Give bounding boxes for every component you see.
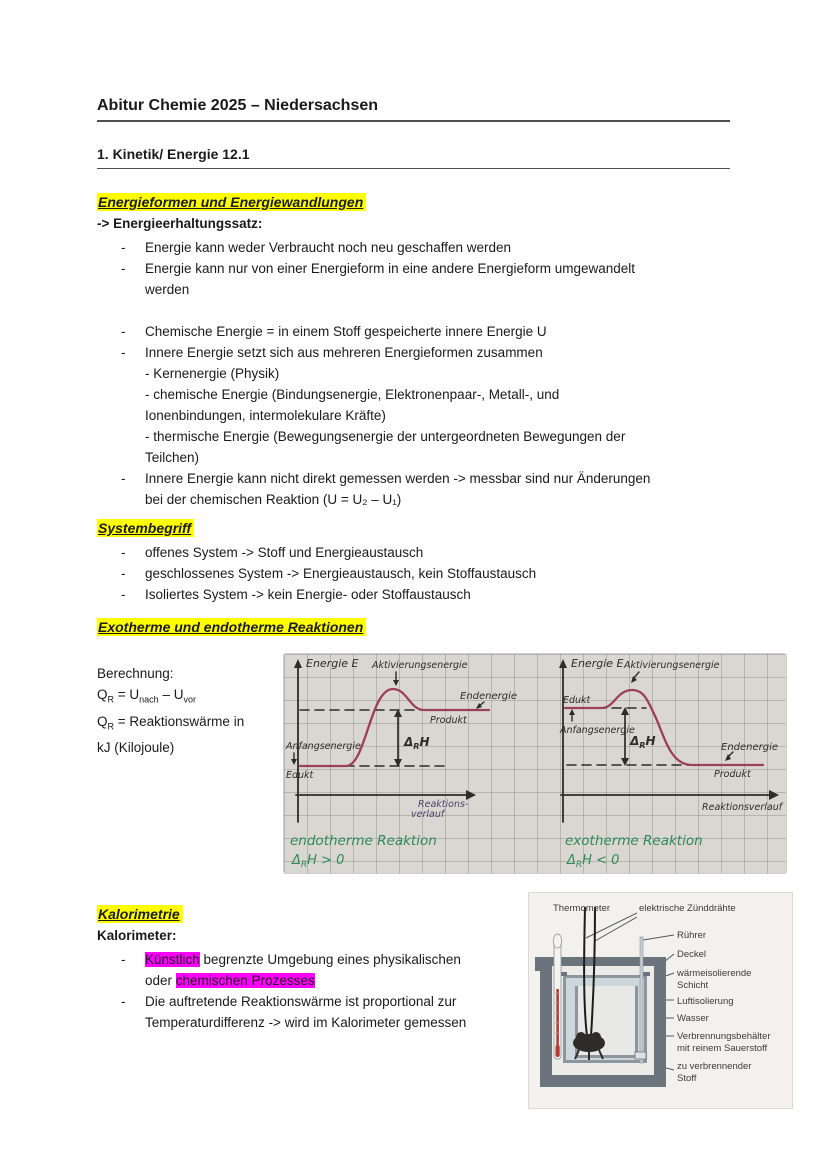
sample-lump-right [591,1032,601,1042]
list-item [97,321,742,342]
deckel-label: Deckel [677,949,707,960]
thermometer-graphic [553,934,561,1059]
energieformen-heading: Energieformen und Energiewandlungen [97,193,366,211]
formula-rest: = Reaktionswärme in [114,713,245,729]
formula-q-sub: R [107,694,115,705]
exotherm-edukt-label: Edukt [563,695,591,706]
wasser-label: Wasser [677,1013,709,1024]
bullet-dash: - [121,952,126,967]
formula-line-1 [97,684,287,711]
blank-line [97,300,742,321]
kalorimetrie-heading-wrap [97,905,183,923]
endotherm-aktivierung-label: Aktivierungsenergie [372,660,468,671]
exotherm-caption: exotherme Reaktion [565,833,703,849]
behalter-label-line2: mit reinem Sauerstoff [677,1043,768,1054]
reaktionen-heading: Exotherme und endotherme Reaktionen [97,618,366,636]
endotherm-endenergie-label: Endenergie [460,691,518,702]
sub-item-continuation: Teilchen) [145,450,200,465]
energieerhaltungssatz-lead: -> Energieerhaltungssatz: [97,216,263,231]
list-item-text: geschlossenes System -> Energieaustausch, kein Stoffaustausch [145,566,537,581]
formula-line-3: kJ (Kilojoule) [97,740,175,756]
outer-wall-bottom [540,1075,666,1087]
formula-q-sub: R [107,721,115,732]
list-item [97,342,742,363]
lid-lip-right [661,966,666,971]
bullet-dash: - [121,994,126,1009]
formula-sub-nach: nach [139,694,159,705]
energieformen-heading-wrap [97,193,366,211]
endotherm-y-arrowhead [294,659,302,668]
exotherm-diagram [559,657,784,870]
systembegriff-heading: Systembegriff [97,519,194,537]
endotherm-diagram [285,657,517,870]
list-item-text-pre: oder [145,973,176,988]
sub-item: - thermische Energie (Bewegungsenergie der untergeordneten Bewegungen der [145,429,626,444]
list-item-text: Die auftretende Reaktionswärme ist proportional zur [145,994,457,1009]
list-item-text: Energie kann weder Verbraucht noch neu geschaffen werden [145,240,512,255]
exotherm-anfangsenergie-label: Anfangsenergie [560,725,635,736]
list-item-text: Energie kann nur von einer Energieform in eine andere Energieform umgewandelt [145,261,636,276]
endotherm-caption: endotherme Reaktion [290,833,437,849]
exotherm-ylabel: Energie E [571,657,624,670]
stoff-label-line2: Stoff [677,1073,697,1084]
outer-wall-left [540,966,552,1087]
systembegriff-list [97,542,742,605]
energieformen-list [97,237,742,510]
sub-item: - Kernenergie (Physik) [145,366,280,381]
exotherm-x-arrowhead [769,790,779,800]
bullet-dash: - [121,566,126,581]
kalorimetrie-heading: Kalorimetrie [97,905,183,923]
exotherm-aktivierung-label: Aktivierungsenergie [624,660,720,671]
list-item [97,584,742,605]
formula-minus: – U [158,687,184,702]
list-item-continuation: Temperaturdifferenz -> wird im Kalorimeter gemessen [145,1015,467,1030]
formula-q: Q [97,687,108,702]
endotherm-anfang-pointer-head [291,759,297,765]
endotherm-produkt-label: Produkt [430,715,467,726]
list-item-text [145,949,527,970]
kalorimetrie-list [97,949,527,1033]
endotherm-caption-dh: $\Delta_RH > 0$ [292,853,345,870]
list-item-text: Chemische Energie = in einem Stoff gespeicherte innere Energie U [145,324,547,339]
sub-item-continuation: Ionenbindungen, intermolekulare Kräfte) [145,408,386,423]
berechnung-label: Berechnung: [97,666,174,681]
luftisolierung-label: Luftisolierung [677,996,734,1007]
sample-lump-left [576,1032,586,1042]
bullet-dash: - [121,324,126,339]
endotherm-ylabel: Energie E [306,657,359,670]
schicht-label-line1: wärmeisolierende [677,968,752,979]
bullet-dash: - [121,345,126,360]
thermometer-bulb [556,1045,560,1057]
list-item [97,258,742,279]
endotherm-anfangsenergie-label: Anfangsenergie [286,741,361,752]
calorimeter-svg [529,893,792,1108]
zunddrahte-label: elektrische Zünddrähte [639,903,736,914]
exotherm-dh-label: $\Delta_RH$ [630,734,656,750]
leader-zunddraht-2 [595,917,637,941]
systembegriff-heading-wrap [97,519,194,537]
bullet-dash: - [121,587,126,602]
berechnung-block [97,663,287,758]
list-item [97,991,527,1012]
list-item-text-rest: begrenzte Umgebung eines physikalischen [199,952,461,967]
list-item-continuation: werden [145,282,190,297]
thermometer-top-bulb [553,934,561,948]
sub-item: - chemische Energie (Bindungsenergie, Elektronenpaar-, Metall-, und [145,387,560,402]
formula-sub-vor: vor [183,694,196,705]
list-item-text: Innere Energie setzt sich aus mehreren Energieformen zusammen [145,345,543,360]
ruhrer-label: Rührer [677,930,707,941]
bullet-dash: - [121,545,126,560]
endotherm-edukt-label: Edukt [286,770,314,781]
energy-diagrams-photo [284,654,786,873]
bullet-dash: - [121,240,126,255]
list-item-continuation: bei der chemischen Reaktion (U = U₂ – U₁) [145,492,402,507]
exotherm-endenergie-label: Endenergie [721,742,779,753]
list-item [97,949,527,970]
exotherm-produkt-label: Produkt [714,769,751,780]
exotherm-xlabel: Reaktionsverlauf [702,802,783,813]
outer-wall-right [654,966,666,1087]
magenta-highlight: chemischen Prozesses [175,973,315,988]
formula-eq: = U [114,687,140,702]
reaktionen-heading-wrap [97,618,366,636]
thermometer-label: Thermometer [553,903,611,914]
endotherm-aktivierung-pointer-head [393,680,399,686]
stirrer-rod [640,937,643,1063]
endotherm-xlabel-line2: verlauf [411,809,445,820]
section-heading: 1. Kinetik/ Energie 12.1 [97,146,730,169]
energy-diagrams-svg [284,654,786,873]
calorimeter-figure [529,893,792,1108]
list-item-text: Isoliertes System -> kein Energie- oder Stoffaustausch [145,587,471,602]
kalorimeter-subheading: Kalorimeter: [97,928,177,943]
list-item-continuation [97,970,527,991]
stirrer-paddle [635,1052,646,1059]
page-title: Abitur Chemie 2025 – Niedersachsen [97,97,730,122]
list-item [97,563,742,584]
list-item [97,542,742,563]
exotherm-y-arrowhead [559,659,567,668]
list-item-text: Innere Energie kann nicht direkt gemessen werden -> messbar sind nur Änderungen [145,471,651,486]
combustion-chamber-wall-right [635,986,638,1058]
lid-lip-left [535,966,540,971]
bullet-dash: - [121,261,126,276]
formula-line-2 [97,711,287,738]
list-item [97,237,742,258]
exotherm-aktivierung-pointer-head [631,676,637,683]
magenta-highlight: Künstlich [145,952,200,967]
behalter-label-line1: Verbrennungsbehälter [677,1031,771,1042]
vessel-rim-right [643,972,650,976]
thermometer-column [556,989,559,1049]
endotherm-dh-label: $\Delta_RH$ [404,735,430,751]
list-item [97,468,742,489]
combustion-chamber-bottom [575,1055,638,1058]
formula-q: Q [97,713,108,729]
exotherm-anfang-pointer-head [569,709,575,715]
leader-zunddraht-1 [586,913,637,938]
bullet-dash: - [121,471,126,486]
schicht-label-line2: Schicht [677,980,709,991]
exotherm-caption-dh: $\Delta_RH < 0$ [567,853,620,870]
list-item-text: offenes System -> Stoff und Energieaustausch [145,545,424,560]
leader-ruhrer [643,935,674,940]
stoff-label-line1: zu verbrennender [677,1061,752,1072]
endotherm-xlabel-line1: Reaktions- [418,799,469,810]
